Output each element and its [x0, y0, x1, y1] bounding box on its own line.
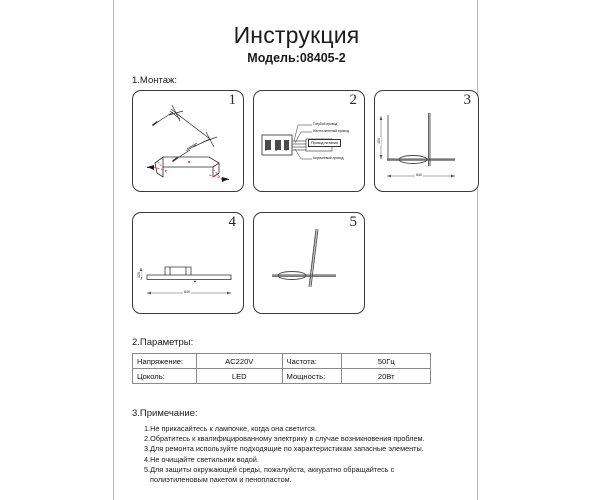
list-item: 3.Для ремонта используйте подходящие по характеристикам запасные элементы. — [144, 444, 424, 454]
panel-number-4: 4 — [228, 214, 236, 230]
list-item: 2.Обратитесь к квалифицированному электрику в случае возникновения проблем. — [144, 434, 425, 444]
notes-list — [144, 424, 474, 485]
param-value-socket: LED — [196, 369, 282, 384]
assembled-fixture-illustration — [254, 213, 366, 315]
panel-number-3: 3 — [463, 92, 471, 108]
param-value-voltage: AC220V — [196, 354, 282, 369]
panel-wiring-terminal-diagram — [253, 90, 365, 192]
label-yellow-green-wire: Желто-зеленый провод — [313, 129, 349, 133]
list-item-continuation: полиэтиленовым пакетом и пенопластом. — [150, 475, 292, 485]
panel-number-5: 5 — [349, 214, 357, 230]
param-label-voltage: Напряжение: — [133, 354, 197, 369]
table-row — [133, 369, 431, 384]
section-heading-parameters: 2.Параметры: — [132, 337, 194, 348]
parameters-table — [132, 353, 431, 384]
panel-number-2: 2 — [349, 92, 357, 108]
panel-front-dimensions-diagram — [374, 90, 479, 192]
section-heading-mounting: 1.Монтаж: — [132, 75, 177, 86]
dimension-width-label: 840 — [416, 173, 422, 177]
side-dimensions-illustration — [133, 213, 245, 315]
bracket-mounting-illustration — [133, 91, 245, 193]
terminal-marking-e: E — [275, 149, 278, 151]
label-power-wire: Провод питания — [308, 139, 341, 147]
dimension-height-label: 120 — [137, 272, 141, 278]
terminal-marking-n: N — [265, 149, 268, 151]
front-dimensions-illustration — [375, 91, 480, 193]
dimension-height-label: 400 — [377, 138, 381, 144]
list-item: 5.Для защиты окружающей среды, пожалуйста, аккуратно обращайтесь с — [144, 464, 395, 474]
dimension-width-label: 840 — [184, 290, 190, 294]
param-label-power: Мощность: — [282, 369, 342, 384]
panel-side-dimensions-diagram — [132, 212, 244, 314]
instruction-page — [113, 0, 478, 500]
panel-number-1: 1 — [228, 92, 236, 108]
list-item: 4.Не очищайте светильник водой. — [144, 454, 259, 464]
param-value-power: 20Вт — [342, 369, 431, 384]
panel-bracket-mounting-diagram — [132, 90, 244, 192]
list-item: 1.Не прикасайтесь к лампочке, когда она светится. — [144, 424, 317, 433]
page-title: Инструкция — [233, 22, 360, 48]
label-blue-wire: Голубой провод — [313, 122, 338, 126]
param-label-frequency: Частота: — [282, 354, 342, 369]
table-row — [133, 354, 431, 369]
model-number: Модель:08405-2 — [247, 51, 346, 65]
param-label-socket: Цоколь: — [133, 369, 197, 384]
panel-assembled-fixture-diagram — [253, 212, 365, 314]
label-brown-wire: Коричневый провод — [313, 156, 344, 160]
section-heading-notes: 3.Примечание: — [132, 408, 198, 419]
terminal-marking-l: L — [285, 149, 288, 151]
param-value-frequency: 50Гц — [342, 354, 431, 369]
